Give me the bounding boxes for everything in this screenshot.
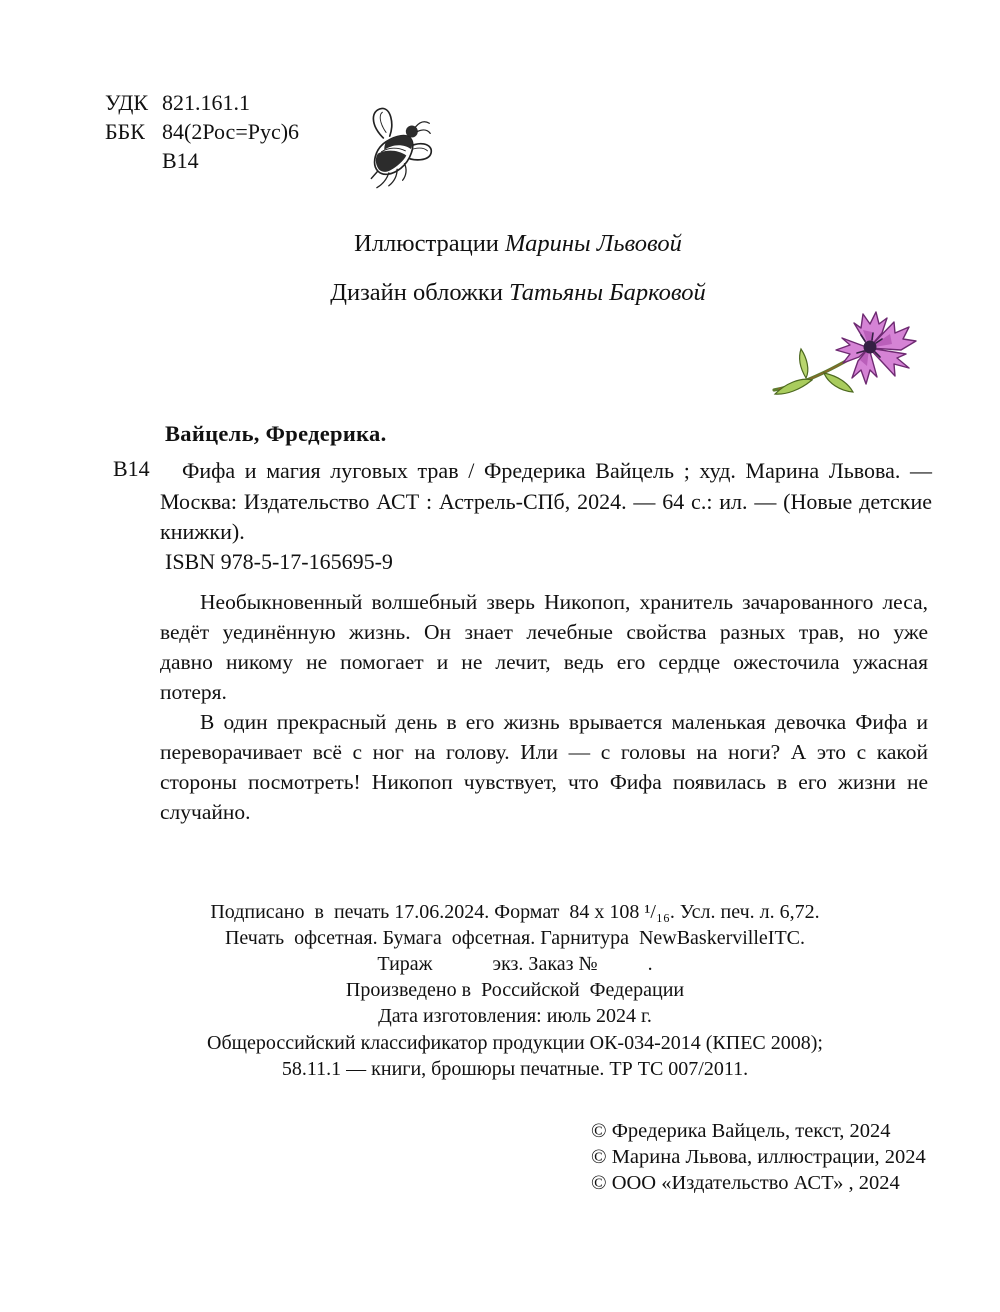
- annotation-paragraph-2: В один прекрасный день в его жизнь врывается маленькая девочка Фифа и переворачивает всё с ног на голову. Или — с головы на ноги? А это с какой стороны посмотреть! Никопоп чувствует, что Фифа появилась в его жизни не случайно.: [160, 710, 928, 824]
- copyright-publisher: © ООО «Издательство АСТ» , 2024: [591, 1172, 900, 1194]
- bbk-label: ББК: [105, 119, 145, 144]
- bee-icon: [345, 103, 440, 195]
- udk-label: УДК: [105, 90, 149, 115]
- illustration-credit-prefix: Иллюстрации: [354, 230, 506, 257]
- bee-illustration: [345, 103, 440, 195]
- copyright-text-author: © Фредерика Вайцель, текст, 2024: [591, 1120, 891, 1142]
- catalog-entry-text: Фифа и магия луговых трав / Фредерика Вайцель ; худ. Марина Львова. — Москва: Издательство АСТ : Астрель-СПб, 2024. — 64 с.: ил. — (Новые детские книжки).: [160, 458, 932, 544]
- copyright-block: [591, 1118, 926, 1196]
- author-code-row: [105, 146, 299, 175]
- imprint-tr-ts: 58.11.1 — книги, брошюры печатные. ТР ТС 007/2011.: [281, 1057, 749, 1080]
- annotation-block: [160, 587, 928, 827]
- isbn-line: ISBN 978-5-17-165695-9: [165, 549, 393, 574]
- cover-credit: [18, 279, 1000, 307]
- udk-value: 821.161.1: [162, 90, 250, 115]
- cover-credit-prefix: Дизайн обложки: [330, 279, 510, 306]
- imprint-manufacture-date: Дата изготовления: июль 2024 г.: [378, 1005, 652, 1028]
- copyright-illustrator: © Марина Львова, иллюстрации, 2024: [591, 1146, 926, 1168]
- catalog-entry-code: В14: [113, 456, 150, 481]
- author-code: В14: [162, 148, 199, 173]
- imprint-made-in: Произведено в Российской Федерации: [345, 979, 685, 1002]
- annotation-paragraph-1: Необыкновенный волшебный зверь Никопоп, хранитель зачарованного леса, ведёт уединённую жизнь. Он знает лечебные свойства разных трав, но уже давно никому не помогает и не лечит, ведь его сердце ожесточила ужасная потеря.: [160, 590, 928, 704]
- illustrator-name: Марины Львовой: [505, 230, 682, 257]
- classification-block: [105, 88, 299, 175]
- imprint-paper-typeface: Печать офсетная. Бумага офсетная. Гарнитура NewBaskervilleITC.: [224, 926, 806, 949]
- bbk-row: [105, 117, 299, 146]
- cover-designer-name: Татьяны Барковой: [509, 279, 706, 306]
- udk-row: [105, 88, 299, 117]
- flower-illustration: [768, 310, 938, 406]
- bbk-value: 84(2Рос=Рус)6: [162, 119, 300, 144]
- imprint-print-run: Тираж экз. Заказ № .: [377, 952, 653, 975]
- flower-icon: [768, 310, 938, 406]
- imprint-classifier: Общероссийский классификатор продукции ОК-034-2014 (КПЕС 2008);: [207, 1031, 823, 1054]
- author-heading: Вайцель, Фредерика.: [165, 421, 387, 446]
- illustration-credit: [18, 230, 1000, 258]
- imprint-block: [85, 900, 945, 1083]
- imprint-print-date-format: Подписано в печать 17.06.2024. Формат 84 х 108 ¹/₁₆. Усл. печ. л. 6,72.: [210, 901, 820, 923]
